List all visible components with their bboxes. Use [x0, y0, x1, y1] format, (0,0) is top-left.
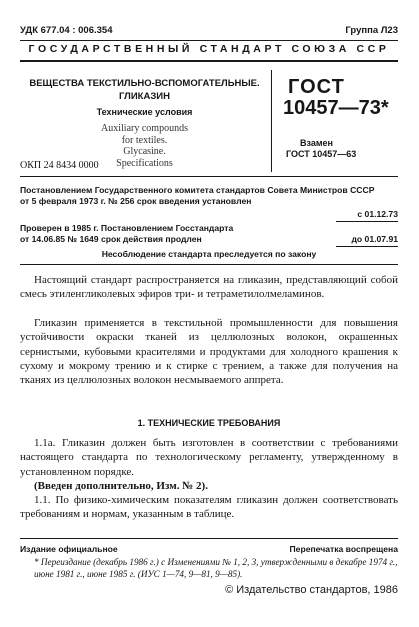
section-heading: 1. ТЕХНИЧЕСКИЕ ТРЕБОВАНИЯ — [137, 418, 281, 428]
requirement-1-1 — [20, 493, 398, 522]
reprint-prohibited: Перепечатка воспрещена — [289, 544, 398, 554]
title-ru-line2: ГЛИКАЗИН — [119, 91, 170, 102]
decree-line2: от 5 февраля 1973 г. № 256 срок введения установлен — [20, 196, 252, 206]
replaces-value: ГОСТ 10457—63 — [286, 149, 357, 159]
gost-number: 10457—73* — [283, 97, 389, 119]
effective-date: с 01.12.73 — [357, 209, 398, 219]
date2-underline — [336, 246, 398, 247]
requirement-1-1-text: 1.1. По физико-химическим показателям гликазин должен соответствовать требованиям и нормам, указанным в таблице. — [20, 494, 398, 521]
scope-paragraph — [20, 273, 398, 302]
title-bottom-rule — [20, 176, 398, 177]
top-rule — [20, 40, 398, 41]
footer-rule — [20, 538, 398, 539]
amendment-note-text: (Введен дополнительно, Изм. № 2). — [34, 480, 208, 492]
state-standard-banner: ГОСУДАРСТВЕННЫЙ СТАНДАРТ СОЮЗА ССР — [28, 43, 390, 55]
copyright: © Издательство стандартов, 1986 — [225, 584, 398, 596]
scope-text: Настоящий стандарт распространяется на гликазин, представляющий собой смесь этиленгликолевых эфиров три- и тетраметилолмеламинов. — [20, 274, 398, 301]
okp-code: ОКП 24 8434 0000 — [20, 160, 99, 171]
requirement-1-1a — [20, 436, 398, 479]
extended-date: до 01.07.91 — [351, 234, 398, 244]
title-en-line: Specifications — [116, 157, 173, 169]
application-paragraph — [20, 316, 398, 387]
group-code: Группа Л23 — [345, 25, 398, 36]
decree-line4: от 14.06.85 № 1649 срок действия продлен — [20, 234, 202, 244]
date1-underline — [336, 221, 398, 222]
amendment-note — [20, 479, 398, 493]
gost-label: ГОСТ — [288, 76, 345, 98]
official-edition: Издание официальное — [20, 544, 118, 554]
replaces-label: Взамен — [300, 138, 333, 148]
decree-bottom-rule — [20, 264, 398, 265]
subtitle-ru: Технические условия — [96, 107, 193, 117]
reissue-note: * Переиздание (декабрь 1986 г.) с Изменениями № 1, 2, 3, утвержденными в декабре 1974 г., июне 1981 г., июне 1985 г. (ИУС 1—74, 9—81, 9—85). — [34, 557, 398, 579]
law-warning: Несоблюдение стандарта преследуется по закону — [101, 249, 317, 259]
requirement-1-1a-text: 1.1а. Гликазин должен быть изготовлен в соответствии с требованиями настоящего стандарта по технологическому регламенту, утвержденному в установленном порядке. — [20, 437, 398, 478]
title-divider — [271, 70, 272, 172]
title-en-line: for textiles. — [121, 134, 168, 146]
banner-rule — [20, 60, 398, 62]
decree-line3: Проверен в 1985 г. Постановлением Госстандарта — [20, 223, 234, 233]
title-en-line: Auxiliary compounds — [101, 123, 188, 134]
title-en-line: Glycasine. — [123, 146, 166, 157]
decree-line1: Постановлением Государственного комитета стандартов Совета Министров СССР — [20, 185, 375, 195]
application-text: Гликазин применяется в текстильной промышленности для повышения устойчивости окраски тканей из целлюлозных волокон, окрашенных сернистыми, кубовыми красителями и продуктами для холодного крашения к сухому и мокрому трению и к стирке с трением, а также для получения на тканях из целлюлозных волокон несмываемого аппрета. — [20, 317, 398, 387]
udk-code: УДК 677.04 : 006.354 — [20, 25, 113, 36]
title-ru-line1: ВЕЩЕСТВА ТЕКСТИЛЬНО-ВСПОМОГАТЕЛЬНЫЕ. — [29, 78, 260, 89]
